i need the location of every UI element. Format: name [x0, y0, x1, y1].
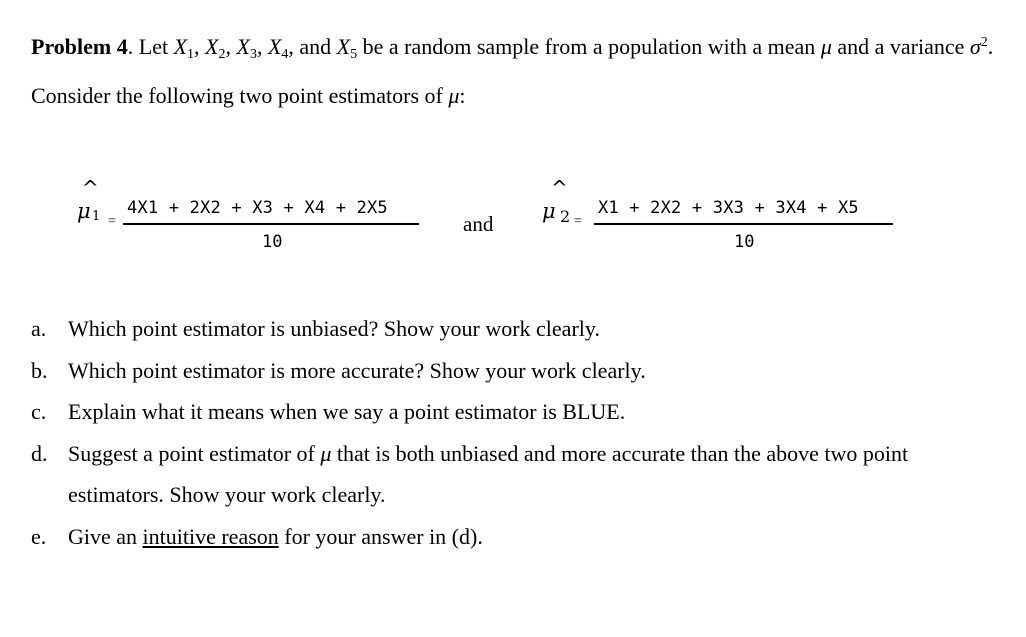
question-e-text-after: for your answer in (d). — [278, 523, 483, 549]
question-text — [68, 516, 1001, 558]
question-text: Which point estimator is unbiased? Show your work clearly. — [68, 316, 600, 341]
question-d — [31, 433, 1001, 516]
question-label: c. — [31, 399, 47, 424]
mu-symbol-2: μ — [448, 83, 460, 108]
mu-1: μ — [77, 199, 91, 223]
problem-statement — [31, 22, 1006, 116]
comma-3: , — [256, 34, 268, 59]
intro-and: and a variance — [831, 34, 970, 59]
comma-1: , — [194, 34, 206, 59]
sub-1: 1 — [187, 47, 195, 62]
question-d-text-before: Suggest a point estimator of — [68, 440, 321, 466]
question-label: a. — [31, 316, 47, 341]
and-word: , and — [288, 34, 337, 59]
question-list — [31, 308, 1001, 557]
hat-2: ^ — [551, 176, 568, 200]
numerator-1: 4X1 + 2X2 + X3 + X4 + 2X5 — [127, 198, 388, 218]
var-x4: X — [267, 34, 282, 59]
mu-2-sub: 2 — [560, 207, 571, 226]
question-c — [31, 391, 1001, 433]
colon: : — [459, 83, 466, 108]
question-text: Explain what it means when we say a point estimator is BLUE. — [68, 399, 626, 424]
hat-1: ^ — [82, 176, 99, 200]
mu-symbol-d: μ — [320, 440, 332, 466]
sub-2: 2 — [218, 47, 226, 62]
sub-4: 4 — [281, 47, 289, 62]
comma-2: , — [225, 34, 237, 59]
fraction-bar-1 — [123, 223, 419, 225]
equals-1: = — [108, 214, 116, 229]
question-label: d. — [31, 440, 48, 466]
equals-2: = — [574, 214, 582, 229]
var-x5: X — [336, 34, 351, 59]
question-a — [31, 308, 1001, 350]
sigma-symbol: σ — [969, 34, 981, 59]
intro-middle: be a random sample from a population with a mean — [357, 34, 821, 59]
question-b — [31, 350, 1001, 392]
mu-2: μ — [542, 199, 556, 223]
square-exponent: 2 — [980, 35, 988, 50]
var-x2: X — [205, 34, 219, 59]
fraction-bar-2 — [594, 223, 893, 225]
question-e — [31, 516, 1001, 558]
and-label: and — [463, 212, 494, 236]
mu-symbol: μ — [820, 34, 832, 59]
underlined-phrase: intuitive reason — [142, 523, 279, 549]
question-label: e. — [31, 523, 47, 549]
intro-prefix: . Let — [127, 34, 174, 59]
var-x1: X — [173, 34, 188, 59]
question-d-text-after: that is both unbiased and more accurate than the above two point estimators. Show your work clearly. — [68, 440, 909, 507]
denominator-2: 10 — [734, 232, 755, 252]
question-label: b. — [31, 357, 48, 383]
mu-1-sub: 1 — [92, 209, 101, 224]
question-text — [68, 433, 1001, 516]
var-x3: X — [236, 34, 250, 59]
question-e-text-before: Give an — [68, 523, 143, 549]
intro-end: . Consider the following two point estimators of — [31, 34, 994, 108]
problem-label: Problem 4 — [31, 34, 128, 59]
question-text: Which point estimator is more accurate? Show your work clearly. — [68, 357, 646, 383]
denominator-1: 10 — [262, 232, 283, 252]
numerator-2: X1 + 2X2 + 3X3 + 3X4 + X5 — [598, 198, 859, 218]
sub-5: 5 — [350, 47, 358, 62]
sub-3: 3 — [249, 47, 257, 62]
